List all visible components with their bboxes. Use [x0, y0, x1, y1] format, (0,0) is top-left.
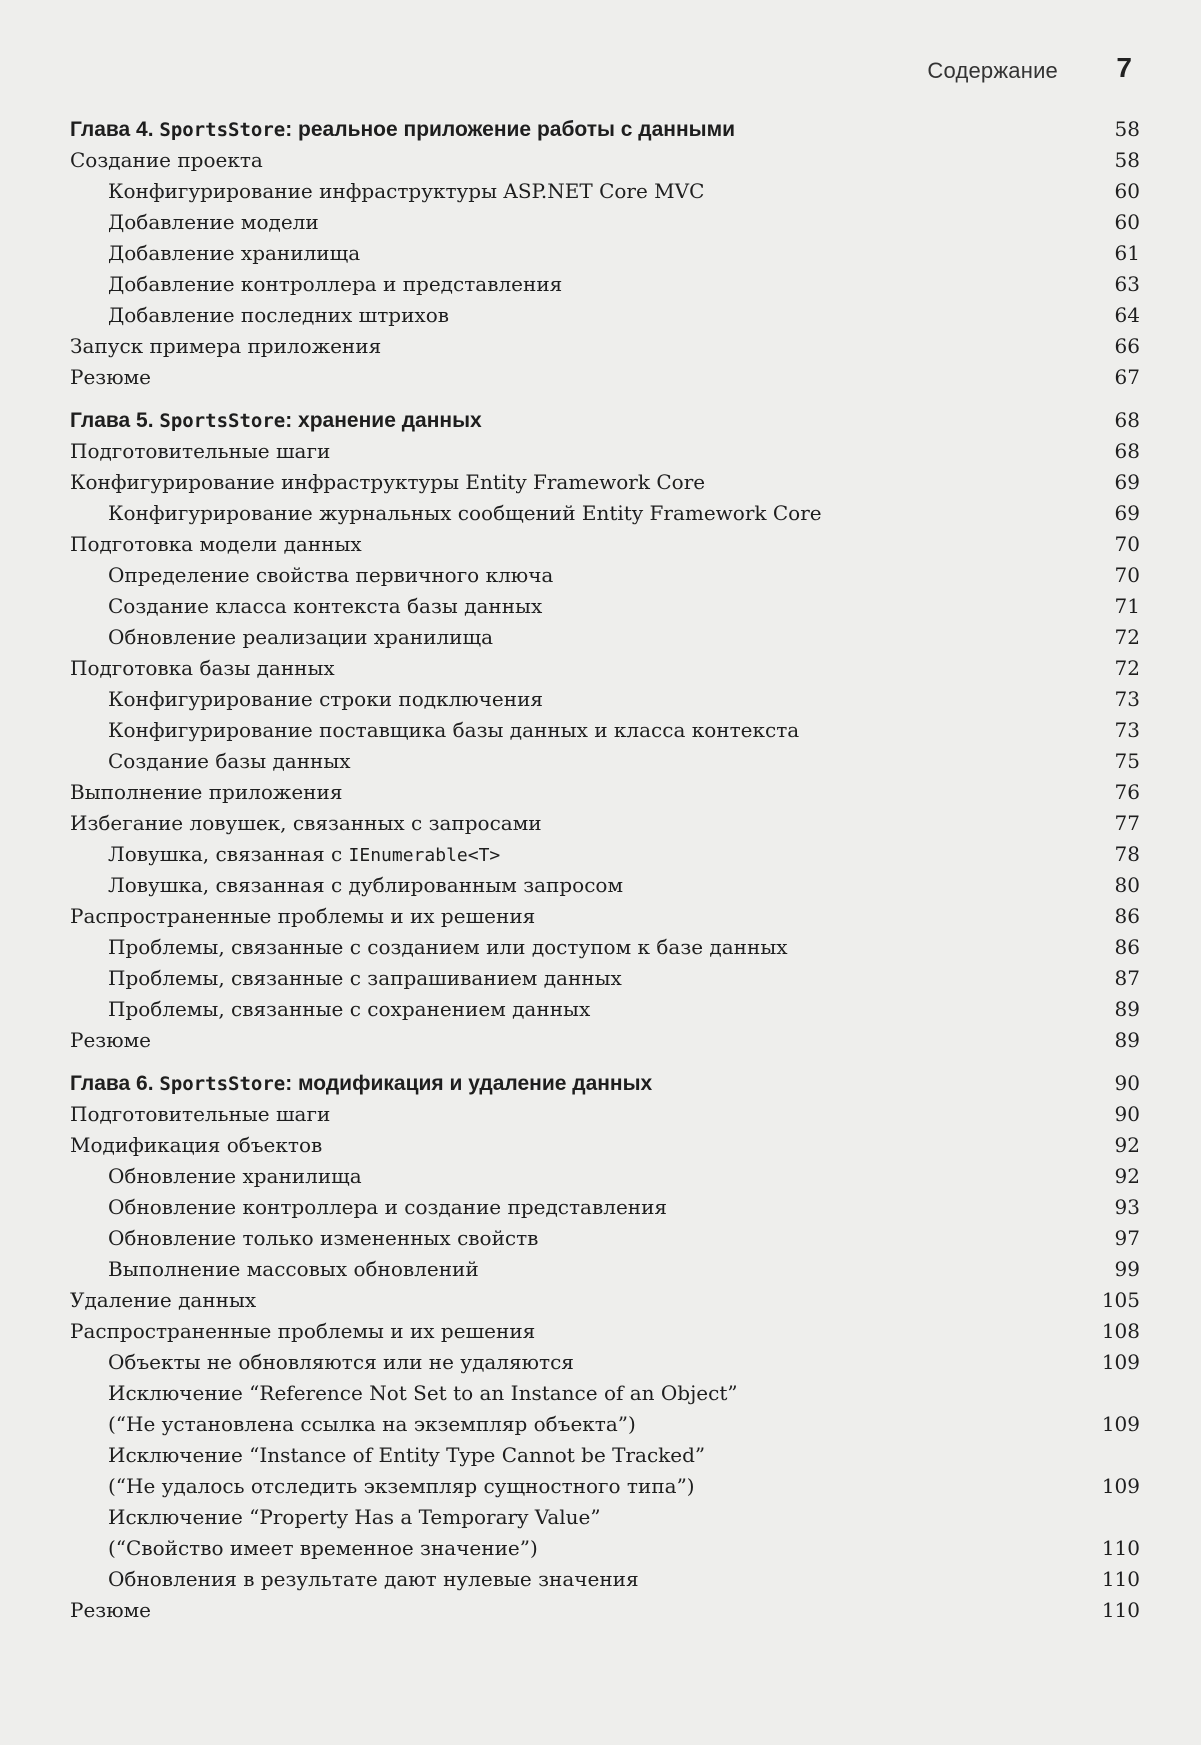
toc-subentry	[70, 1192, 1140, 1223]
toc-page-number: 89	[1114, 1028, 1140, 1052]
toc-entry-title: Удаление данных	[70, 1288, 257, 1312]
chapter-suffix: : реальное приложение работы с данными	[285, 118, 736, 141]
toc-page-number: 99	[1114, 1257, 1140, 1281]
toc-entry	[70, 436, 1140, 467]
toc-entry	[70, 529, 1140, 560]
toc-entry-title: Обновления в результате дают нулевые значения	[108, 1567, 639, 1591]
toc-page-number: 92	[1114, 1133, 1140, 1157]
toc-subentry	[70, 1254, 1140, 1285]
toc-entry-title: Резюме	[70, 1028, 152, 1052]
page-number: 7	[1116, 52, 1132, 83]
toc-entry	[70, 777, 1140, 808]
toc-page-number: 73	[1114, 718, 1140, 742]
toc-entry-title: Подготовительные шаги	[70, 1102, 331, 1126]
toc-entry-title: Добавление контроллера и представления	[108, 272, 563, 296]
toc-page-number: 109	[1101, 1474, 1140, 1498]
toc-entry-title: Распространенные проблемы и их решения	[70, 904, 536, 928]
toc-entry-title: Модификация объектов	[70, 1133, 323, 1157]
toc-subentry	[70, 715, 1140, 746]
toc-entry-title: Конфигурирование инфраструктуры ASP.NET Core MVC	[108, 179, 705, 203]
toc-entry-title: Подготовительные шаги	[70, 439, 331, 463]
toc-entry-title: Определение свойства первичного ключа	[108, 563, 554, 587]
toc-entry-code: IEnumerable<T>	[348, 845, 501, 866]
toc-subentry	[70, 1378, 1140, 1409]
toc-entry-title: Резюме	[70, 1598, 152, 1622]
chapter-code: SportsStore	[159, 410, 286, 432]
toc-subentry	[70, 870, 1140, 901]
toc-subentry	[70, 1564, 1140, 1595]
chapter-prefix: Глава 4.	[70, 118, 160, 141]
toc-page-number: 78	[1114, 842, 1140, 866]
toc-page-number: 110	[1101, 1567, 1140, 1591]
toc-page-number: 76	[1114, 780, 1140, 804]
toc-entry	[70, 653, 1140, 684]
toc-entry-title: Обновление хранилища	[108, 1164, 362, 1188]
toc-entry	[70, 145, 1140, 176]
toc-chapter-5	[70, 405, 1140, 436]
toc-page-number: 97	[1114, 1226, 1140, 1250]
toc-page-number: 69	[1114, 470, 1140, 494]
toc-entry-title: Ловушка, связанная с дублированным запросом	[108, 873, 623, 897]
toc-entry-title: Подготовка модели данных	[70, 532, 362, 556]
toc-subentry	[70, 238, 1140, 269]
toc-entry-title: Подготовка базы данных	[70, 656, 335, 680]
toc-entry-title: Конфигурирование журнальных сообщений Entity Framework Core	[108, 501, 822, 525]
chapter-code: SportsStore	[159, 119, 286, 141]
toc-page-number: 108	[1101, 1319, 1140, 1343]
toc-entry	[70, 1285, 1140, 1316]
toc-subentry	[70, 1347, 1140, 1378]
toc-subentry	[70, 684, 1140, 715]
running-title: Содержание	[927, 58, 1058, 83]
toc-page-number: 66	[1114, 334, 1140, 358]
toc-page-number: 110	[1101, 1536, 1140, 1560]
toc-entry-title: Исключение “Reference Not Set to an Instance of an Object”	[108, 1381, 738, 1405]
toc-entry-prefix: Ловушка, связанная с	[108, 842, 349, 866]
toc-entry-title: Выполнение приложения	[70, 780, 343, 804]
toc-page-number: 68	[1114, 408, 1140, 432]
toc-page-number: 86	[1114, 935, 1140, 959]
toc-entry	[70, 331, 1140, 362]
toc-subentry	[70, 622, 1140, 653]
toc-entry-title: Обновление только измененных свойств	[108, 1226, 539, 1250]
toc-entry-title: Исключение “Instance of Entity Type Cannot be Tracked”	[108, 1443, 706, 1467]
toc-page-number: 64	[1114, 303, 1140, 327]
toc-entry-title: Конфигурирование инфраструктуры Entity Framework Core	[70, 470, 706, 494]
toc-page-number: 109	[1101, 1412, 1140, 1436]
toc-subentry	[70, 300, 1140, 331]
toc-entry-title: Выполнение массовых обновлений	[108, 1257, 479, 1281]
toc-subentry	[70, 1533, 1140, 1564]
toc-entry-title: Избегание ловушек, связанных с запросами	[70, 811, 542, 835]
toc-subentry	[70, 994, 1140, 1025]
toc-entry	[70, 1099, 1140, 1130]
toc-page-number: 63	[1114, 272, 1140, 296]
toc-page-number: 87	[1114, 966, 1140, 990]
chapter-title	[70, 1068, 652, 1100]
toc-page-number: 69	[1114, 501, 1140, 525]
toc-entry-title: Добавление последних штрихов	[108, 303, 450, 327]
toc-entry	[70, 362, 1140, 393]
toc-entry-title: Добавление модели	[108, 210, 319, 234]
chapter-title	[70, 114, 735, 146]
toc-entry	[70, 808, 1140, 839]
toc-subentry	[70, 560, 1140, 591]
toc-page-number: 70	[1114, 532, 1140, 556]
toc-subentry	[70, 1161, 1140, 1192]
toc-entry	[70, 901, 1140, 932]
toc-page-number: 60	[1114, 179, 1140, 203]
toc-chapter-4	[70, 114, 1140, 145]
toc-entry	[70, 467, 1140, 498]
toc-page-number: 86	[1114, 904, 1140, 928]
table-of-contents	[70, 114, 1140, 1626]
toc-entry-title: Объекты не обновляются или не удаляются	[108, 1350, 574, 1374]
toc-page-number: 90	[1114, 1071, 1140, 1095]
toc-subentry	[70, 591, 1140, 622]
toc-subentry	[70, 932, 1140, 963]
toc-page-number: 90	[1114, 1102, 1140, 1126]
toc-entry-title: Запуск примера приложения	[70, 334, 382, 358]
toc-page-number: 72	[1114, 625, 1140, 649]
toc-page-number: 71	[1114, 594, 1140, 618]
toc-entry-title: Обновление контроллера и создание представления	[108, 1195, 668, 1219]
toc-entry-title: Конфигурирование поставщика базы данных и класса контекста	[108, 718, 800, 742]
toc-entry	[70, 1130, 1140, 1161]
toc-entry-title: (“Не установлена ссылка на экземпляр объекта”)	[108, 1412, 636, 1436]
toc-entry	[70, 1595, 1140, 1626]
toc-entry-title: Создание базы данных	[108, 749, 351, 773]
toc-page-number: 70	[1114, 563, 1140, 587]
toc-subentry	[70, 1440, 1140, 1471]
toc-entry-title: Проблемы, связанные с сохранением данных	[108, 997, 591, 1021]
toc-entry-title: Проблемы, связанные с запрашиванием данных	[108, 966, 622, 990]
toc-subentry	[70, 176, 1140, 207]
toc-page-number: 105	[1101, 1288, 1140, 1312]
toc-page-number: 89	[1114, 997, 1140, 1021]
toc-subentry	[70, 839, 1140, 870]
toc-entry-title: Добавление хранилища	[108, 241, 361, 265]
toc-subentry	[70, 207, 1140, 238]
running-head	[0, 52, 1140, 92]
toc-page-number: 60	[1114, 210, 1140, 234]
toc-page-number: 92	[1114, 1164, 1140, 1188]
toc-entry-title: (“Не удалось отследить экземпляр сущностного типа”)	[108, 1474, 695, 1498]
toc-page-number: 58	[1114, 148, 1140, 172]
toc-page-number: 80	[1114, 873, 1140, 897]
toc-page-number: 77	[1114, 811, 1140, 835]
toc-entry-title: Проблемы, связанные с созданием или доступом к базе данных	[108, 935, 788, 959]
toc-entry-title: Создание проекта	[70, 148, 263, 172]
toc-entry-title	[108, 839, 500, 871]
chapter-code: SportsStore	[159, 1073, 286, 1095]
toc-page-number: 75	[1114, 749, 1140, 773]
toc-page-number: 110	[1101, 1598, 1140, 1622]
toc-page-number: 68	[1114, 439, 1140, 463]
toc-entry-title: Резюме	[70, 365, 152, 389]
chapter-suffix: : хранение данных	[285, 409, 482, 432]
toc-entry-title: Создание класса контекста базы данных	[108, 594, 543, 618]
chapter-suffix: : модификация и удаление данных	[285, 1072, 653, 1095]
toc-page-number: 67	[1114, 365, 1140, 389]
chapter-prefix: Глава 5.	[70, 409, 160, 432]
toc-page-number: 72	[1114, 656, 1140, 680]
toc-entry-title: Конфигурирование строки подключения	[108, 687, 544, 711]
toc-entry-title: (“Свойство имеет временное значение”)	[108, 1536, 538, 1560]
toc-page-number: 61	[1114, 241, 1140, 265]
toc-chapter-6	[70, 1068, 1140, 1099]
toc-subentry	[70, 963, 1140, 994]
chapter-title	[70, 405, 482, 437]
toc-page-number: 73	[1114, 687, 1140, 711]
toc-subentry	[70, 1471, 1140, 1502]
chapter-prefix: Глава 6.	[70, 1072, 160, 1095]
toc-subentry	[70, 1409, 1140, 1440]
toc-subentry	[70, 269, 1140, 300]
toc-page-number: 93	[1114, 1195, 1140, 1219]
toc-entry-title: Исключение “Property Has a Temporary Value”	[108, 1505, 601, 1529]
toc-entry-title: Распространенные проблемы и их решения	[70, 1319, 536, 1343]
toc-subentry	[70, 746, 1140, 777]
toc-subentry	[70, 1223, 1140, 1254]
toc-entry-title: Обновление реализации хранилища	[108, 625, 493, 649]
toc-entry	[70, 1025, 1140, 1056]
toc-page-number: 58	[1114, 117, 1140, 141]
toc-subentry	[70, 1502, 1140, 1533]
toc-page-number: 109	[1101, 1350, 1140, 1374]
toc-subentry	[70, 498, 1140, 529]
toc-entry	[70, 1316, 1140, 1347]
